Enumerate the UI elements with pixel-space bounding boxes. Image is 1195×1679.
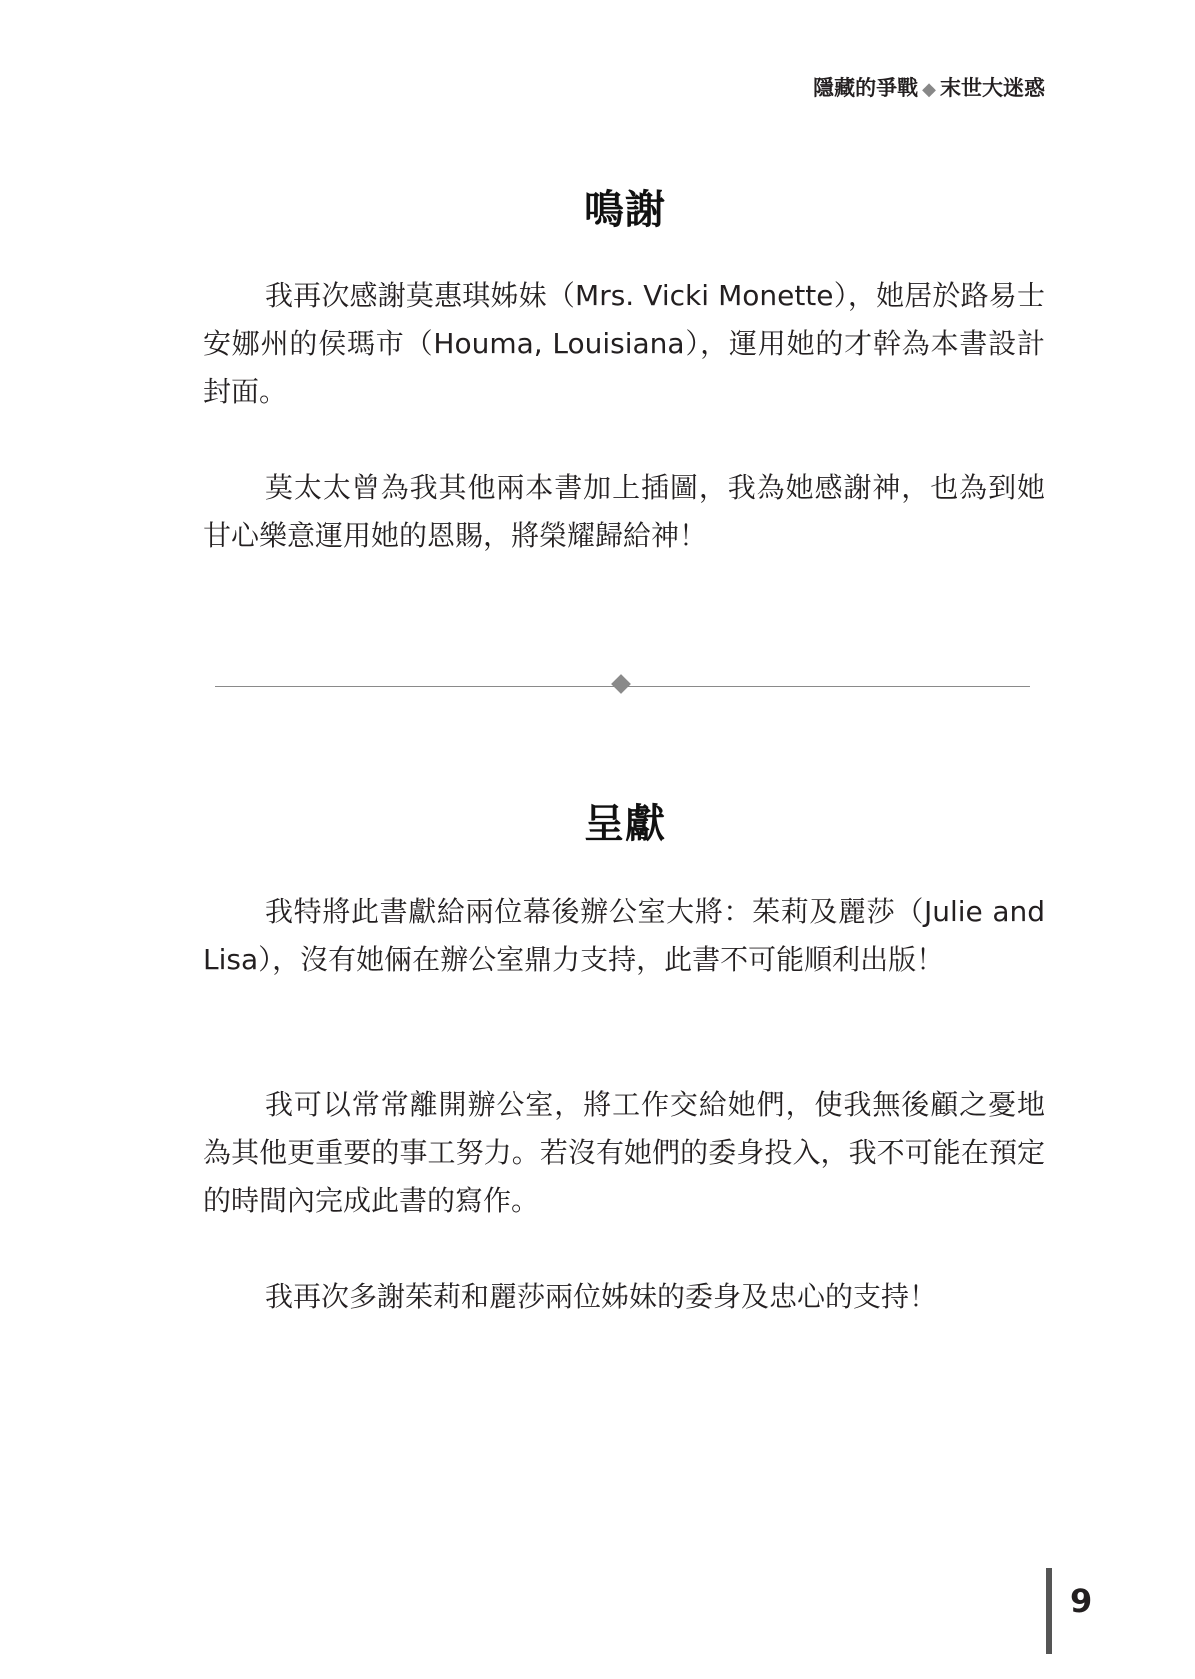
running-header-subtitle: 末世大迷惑 — [940, 76, 1045, 100]
page-number: 9 — [1070, 1582, 1093, 1620]
acknowledgement-title: 鳴謝 — [584, 186, 666, 233]
running-header-separator: ◆ — [922, 79, 936, 100]
section-divider-diamond-icon — [611, 674, 631, 694]
running-header — [813, 72, 1045, 102]
running-header-book-title: 隱藏的爭戰 — [813, 76, 919, 100]
dedication-paragraph-3: 我再次多謝茱莉和麗莎兩位姊妹的委身及忠心的支持！ — [265, 1280, 938, 1313]
acknowledgement-paragraph-1: 我再次感謝莫惠琪姊妹（Mrs. Vicki Monette），她居於路易士安娜州的侯瑪市（Houma, Louisiana），運用她的才幹為本書設計封面。 — [203, 279, 1045, 408]
dedication-paragraph-1: 我特將此書獻給兩位幕後辦公室大將：茱莉及麗莎（Julie and Lisa），沒有她倆在辦公室鼎力支持，此書不可能順利出版！ — [203, 895, 1045, 976]
dedication-paragraph-2: 我可以常常離開辦公室，將工作交給她們，使我無後顧之憂地為其他更重要的事工努力。若沒有她們的委身投入，我不可能在預定的時間內完成此書的寫作。 — [203, 1088, 1045, 1217]
page-number-bar — [1046, 1568, 1052, 1654]
dedication-title: 呈獻 — [584, 800, 666, 847]
acknowledgement-paragraph-2: 莫太太曾為我其他兩本書加上插圖，我為她感謝神，也為到她甘心樂意運用她的恩賜，將榮耀歸給神！ — [203, 471, 1045, 552]
